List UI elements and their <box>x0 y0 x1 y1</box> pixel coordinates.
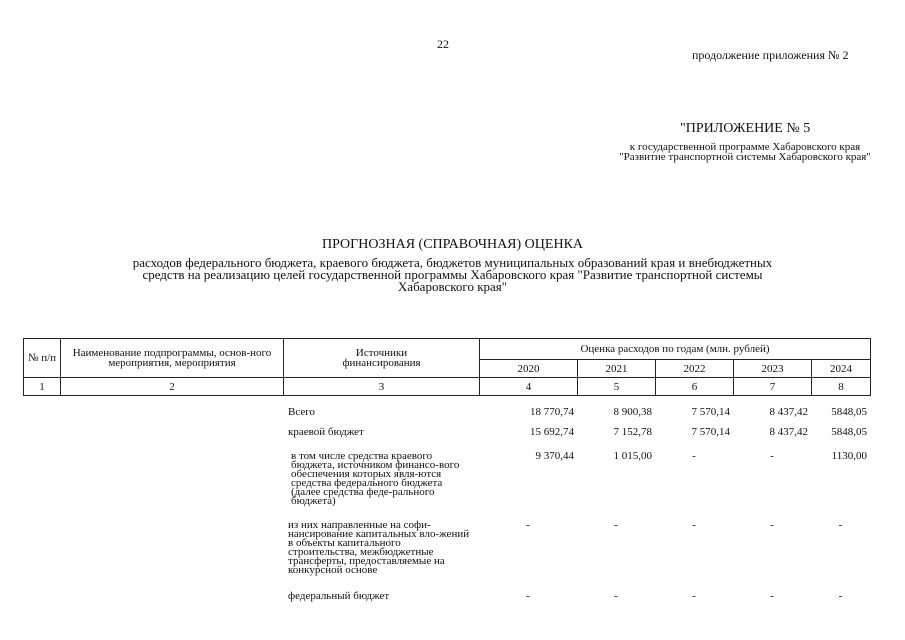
row-value: 7 152,78 <box>613 426 652 438</box>
row-value: 18 770,74 <box>530 406 574 418</box>
header-num: № п/п <box>24 339 61 378</box>
row-label: из них направленные на софи-нансирование капитальных вло-жений в объекты капитального строительства, межбюджетные трансферты, предоставляемые на конкурсной основе <box>288 519 470 576</box>
row-value: 5848,05 <box>831 406 867 418</box>
header-year: 2022 <box>656 360 734 378</box>
row-value: - <box>526 590 530 602</box>
header-year: 2024 <box>812 360 871 378</box>
column-number: 3 <box>284 378 480 396</box>
document-subheading: расходов федерального бюджета, краевого бюджета, бюджетов муниципальных образований края и внебюджетных средств на реализацию целей государственной программы Хабаровского края "Развитие транспортной системы Хабаровского края" <box>132 255 773 294</box>
row-value: 8 437,42 <box>769 406 808 418</box>
row-value: 8 437,42 <box>769 426 808 438</box>
header-estimate: Оценка расходов по годам (млн. рублей) <box>480 339 871 360</box>
row-label: в том числе средства краевого бюджета, источником финансо-вого обеспечения которых явля-ются средства федерального бюджета (далее средства феде-рального бюджета) <box>291 450 460 507</box>
header-year: 2021 <box>578 360 656 378</box>
column-number: 1 <box>24 378 61 396</box>
row-value: 5848,05 <box>831 426 867 438</box>
column-number: 8 <box>812 378 871 396</box>
header-name: Наименование подпрограммы, основ-ного мероприятия, мероприятия <box>61 339 284 378</box>
row-label: федеральный бюджет <box>288 590 390 602</box>
column-number: 7 <box>734 378 812 396</box>
appendix-title: "ПРИЛОЖЕНИЕ № 5 <box>680 121 811 136</box>
row-label: краевой бюджет <box>288 426 364 438</box>
document-heading: ПРОГНОЗНАЯ (СПРАВОЧНАЯ) ОЦЕНКА <box>321 237 584 252</box>
row-value: 15 692,74 <box>530 426 574 438</box>
table-row <box>23 446 870 518</box>
row-label: Всего <box>288 406 315 418</box>
header-year: 2020 <box>480 360 578 378</box>
header-sources: Источники финансирования <box>284 339 480 378</box>
row-value: - <box>770 519 774 531</box>
table-row <box>23 401 870 422</box>
row-value: - <box>692 590 696 602</box>
row-value: 7 570,14 <box>691 426 730 438</box>
row-value: - <box>770 590 774 602</box>
table-body <box>23 401 870 612</box>
continuation-note: продолжение приложения № 2 <box>692 48 849 62</box>
column-number: 2 <box>61 378 284 396</box>
row-value: 8 900,38 <box>613 406 652 418</box>
row-value: - <box>614 519 618 531</box>
row-value: - <box>692 450 696 462</box>
table-header <box>23 338 871 396</box>
row-value: - <box>838 519 843 531</box>
row-value: 7 570,14 <box>691 406 730 418</box>
row-value: 1 015,00 <box>613 450 652 462</box>
column-number: 6 <box>656 378 734 396</box>
row-value: - <box>770 450 774 462</box>
header-year: 2023 <box>734 360 812 378</box>
row-value: 1130,00 <box>831 450 867 462</box>
column-number: 4 <box>480 378 578 396</box>
appendix-description: к государственной программе Хабаровского края "Развитие транспортной системы Хабаровского края" <box>619 141 871 163</box>
table-row <box>23 590 870 612</box>
table-row <box>23 422 870 446</box>
row-value: - <box>692 519 696 531</box>
row-value: 9 370,44 <box>535 450 574 462</box>
row-value: - <box>838 590 843 602</box>
column-number: 5 <box>578 378 656 396</box>
page-number: 22 <box>437 37 449 51</box>
table-row <box>23 518 870 590</box>
row-value: - <box>526 519 530 531</box>
row-value: - <box>614 590 618 602</box>
